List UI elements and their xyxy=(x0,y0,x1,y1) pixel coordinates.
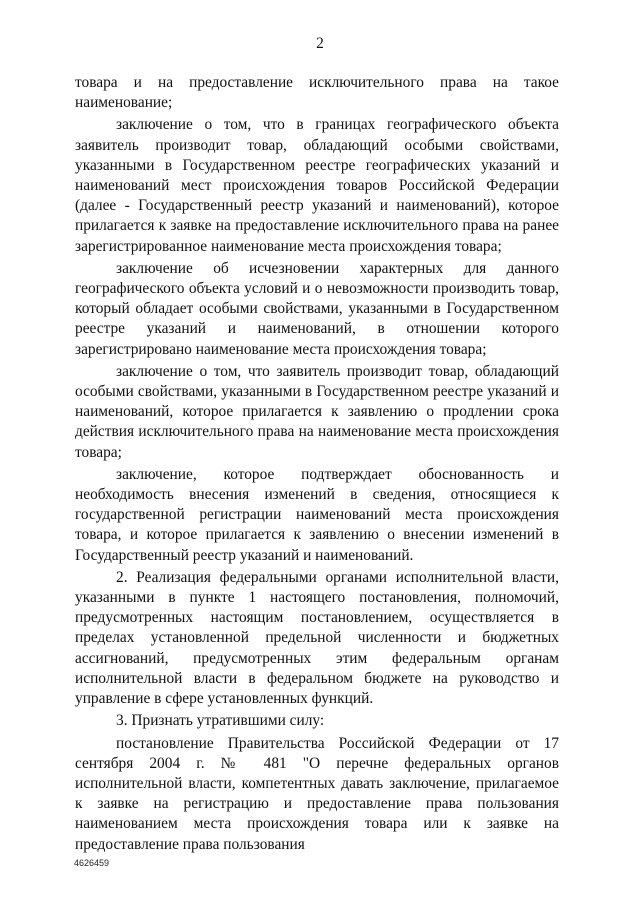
paragraph-conclusion-extension: заключение о том, что заявитель производит товар, обладающий особыми свойствами, указанными в Государственном реестре указаний и наименований, которое прилагается к заявлению о продлении срока действия исключительного права на наименование места происхождения товара; xyxy=(75,362,559,461)
document-body xyxy=(75,73,559,857)
paragraph-item-2: 2. Реализация федеральными органами исполнительной власти, указанными в пункте 1 настоящего постановления, полномочий, предусмотренных настоящим постановлением, осуществляется в пределах установленной предельной численности и бюджетных ассигнований, предусмотренных этим федеральным органам исполнительной власти в федеральном бюджете на руководство и управление в сфере установленных функций. xyxy=(75,568,559,708)
paragraph-item-3: 3. Признать утратившими силу: xyxy=(116,712,325,730)
paragraph-conclusion-production: заключение о том, что в границах географического объекта заявитель производит товар, обладающий особыми свойствами, указанными в Государственном реестре географических указаний и наименований мест происхождения товаров Российской Федерации (далее - Государственный реестр указаний и наименований), которое прилагается к заявке на предоставление исключительного права на ранее зарегистрированное наименование места происхождения товара; xyxy=(75,116,559,255)
document-id: 4626459 xyxy=(74,858,110,868)
paragraph-conclusion-changes: заключение, которое подтверждает обоснованность и необходимость внесения изменений в сведения, относящиеся к государственной регистрации наименований места происхождения товара, и которое прилагается к заявлению о внесении изменений в Государственный реестр указаний и наименований. xyxy=(75,465,559,564)
page-number: 2 xyxy=(316,35,324,52)
paragraph-conclusion-disappearance: заключение об исчезновении характерных для данного географического объекта условий и о невозможности производить товар, который обладает особыми свойствами, указанными в Государственном реестре указаний и наименований, в отношении которого зарегистрировано наименование места происхождения товара; xyxy=(75,259,559,358)
paragraph-repealed-resolution: постановление Правительства Российской Федерации от 17 сентября 2004 г. № 481 "О перечне федеральных органов исполнительной власти, компетентных давать заключение, прилагаемое к заявке на регистрацию и предоставление права пользования наименованием места происхождения товара или к заявке на предоставление права пользования xyxy=(75,734,559,853)
paragraph-continuation: товара и на предоставление исключительного права на такое наименование; xyxy=(75,74,559,112)
